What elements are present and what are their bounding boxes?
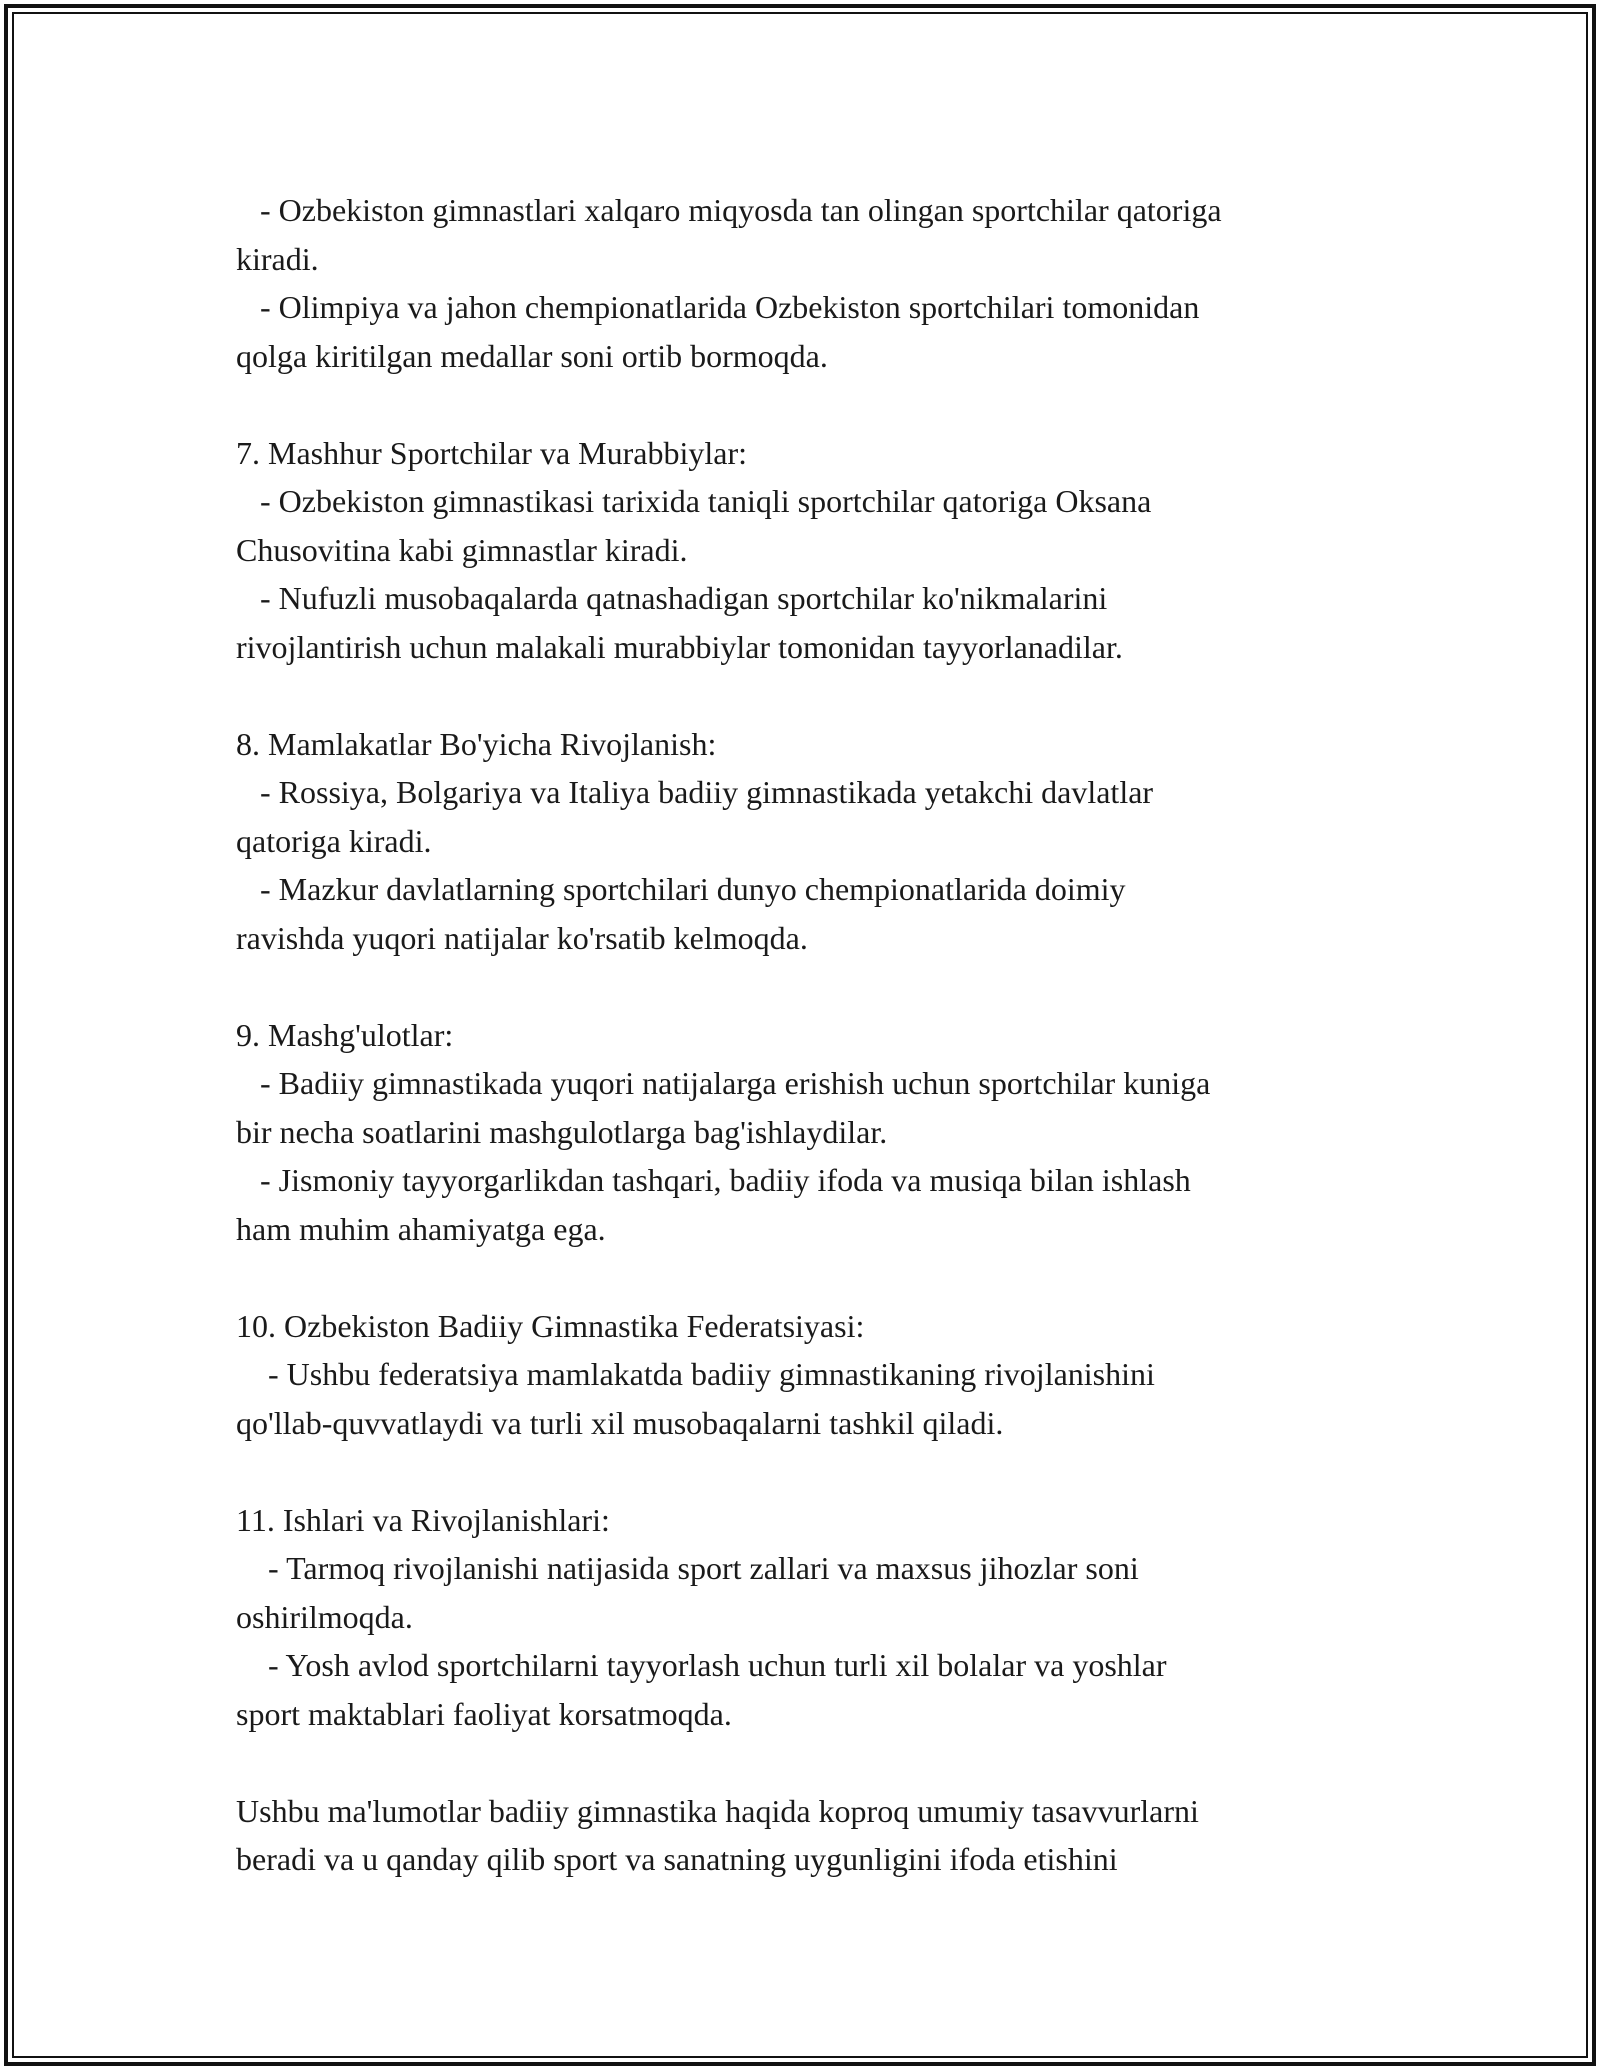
paragraph-spacer xyxy=(236,1253,1386,1302)
section-heading: 9. Mashg'ulotlar: xyxy=(236,1016,454,1053)
paragraph-spacer xyxy=(236,1738,1386,1787)
text-line: - Mazkur davlatlarning sportchilari dunyo chempionatlarida doimiy xyxy=(236,871,1126,907)
text-line: - Jismoniy tayyorgarlikdan tashqari, badiiy ifoda va musiqa bilan ishlash xyxy=(236,1162,1191,1198)
section-heading: 10. Ozbekiston Badiiy Gimnastika Federatsiyasi: xyxy=(236,1307,865,1344)
section-famous-athletes xyxy=(236,429,1386,672)
text-line: - Nufuzli musobaqalarda qatnashadigan sportchilar ko'nikmalarini xyxy=(236,580,1108,616)
text-line: - Badiiy gimnastikada yuqori natijalarga erishish uchun sportchilar kuniga xyxy=(236,1065,1211,1101)
text-line: qo'llab-quvvatlaydi va turli xil musobaqalarni tashkil qiladi. xyxy=(236,1404,1004,1441)
paragraph-spacer xyxy=(236,380,1386,429)
text-line: sport maktablari faoliyat korsatmoqda. xyxy=(236,1695,732,1732)
text-line: kiradi. xyxy=(236,240,319,277)
section-heading: 8. Mamlakatlar Bo'yicha Rivojlanish: xyxy=(236,725,717,762)
section-heading: 7. Mashhur Sportchilar va Murabbiylar: xyxy=(236,434,747,471)
text-line: - Olimpiya va jahon chempionatlarida Ozbekiston sportchilari tomonidan xyxy=(236,289,1200,325)
paragraph-conclusion xyxy=(236,1787,1386,1884)
text-line: - Tarmoq rivojlanishi natijasida sport zallari va maxsus jihozlar soni xyxy=(236,1550,1139,1586)
text-line: - Ozbekiston gimnastikasi tarixida taniqli sportchilar qatoriga Oksana xyxy=(236,483,1152,519)
paragraph-spacer xyxy=(236,671,1386,720)
text-line: - Ushbu federatsiya mamlakatda badiiy gimnastikaning rivojlanishini xyxy=(236,1356,1155,1392)
text-line: Chusovitina kabi gimnastlar kiradi. xyxy=(236,531,688,568)
text-line: ravishda yuqori natijalar ko'rsatib kelmoqda. xyxy=(236,919,808,956)
text-line: rivojlantirish uchun malakali murabbiylar tomonidan tayyorlanadilar. xyxy=(236,628,1123,665)
text-line: beradi va u qanday qilib sport va sanatning uygunligini ifoda etishini xyxy=(236,1841,1118,1877)
text-line: bir necha soatlarini mashgulotlarga bag'ishlaydilar. xyxy=(236,1113,888,1150)
text-line: Ushbu ma'lumotlar badiiy gimnastika haqida koproq umumiy tasavvurlarni xyxy=(236,1792,1199,1829)
section-country-development xyxy=(236,720,1386,963)
section-training xyxy=(236,1011,1386,1254)
paragraph-medals xyxy=(236,186,1386,380)
text-line: oshirilmoqda. xyxy=(236,1598,413,1635)
text-line: - Rossiya, Bolgariya va Italiya badiiy gimnastikada yetakchi davlatlar xyxy=(236,774,1154,810)
text-line: ham muhim ahamiyatga ega. xyxy=(236,1210,606,1247)
section-works-development xyxy=(236,1496,1386,1739)
text-line: qolga kiritilgan medallar soni ortib bormoqda. xyxy=(236,337,828,374)
paragraph-spacer xyxy=(236,1447,1386,1496)
text-line: - Ozbekiston gimnastlari xalqaro miqyosda tan olingan sportchilar qatoriga xyxy=(236,192,1222,228)
document-body xyxy=(236,186,1386,1884)
text-line: - Yosh avlod sportchilarni tayyorlash uchun turli xil bolalar va yoshlar xyxy=(236,1647,1167,1683)
section-federation xyxy=(236,1302,1386,1448)
text-line: qatoriga kiradi. xyxy=(236,822,432,859)
paragraph-spacer xyxy=(236,962,1386,1011)
section-heading: 11. Ishlari va Rivojlanishlari: xyxy=(236,1501,610,1538)
